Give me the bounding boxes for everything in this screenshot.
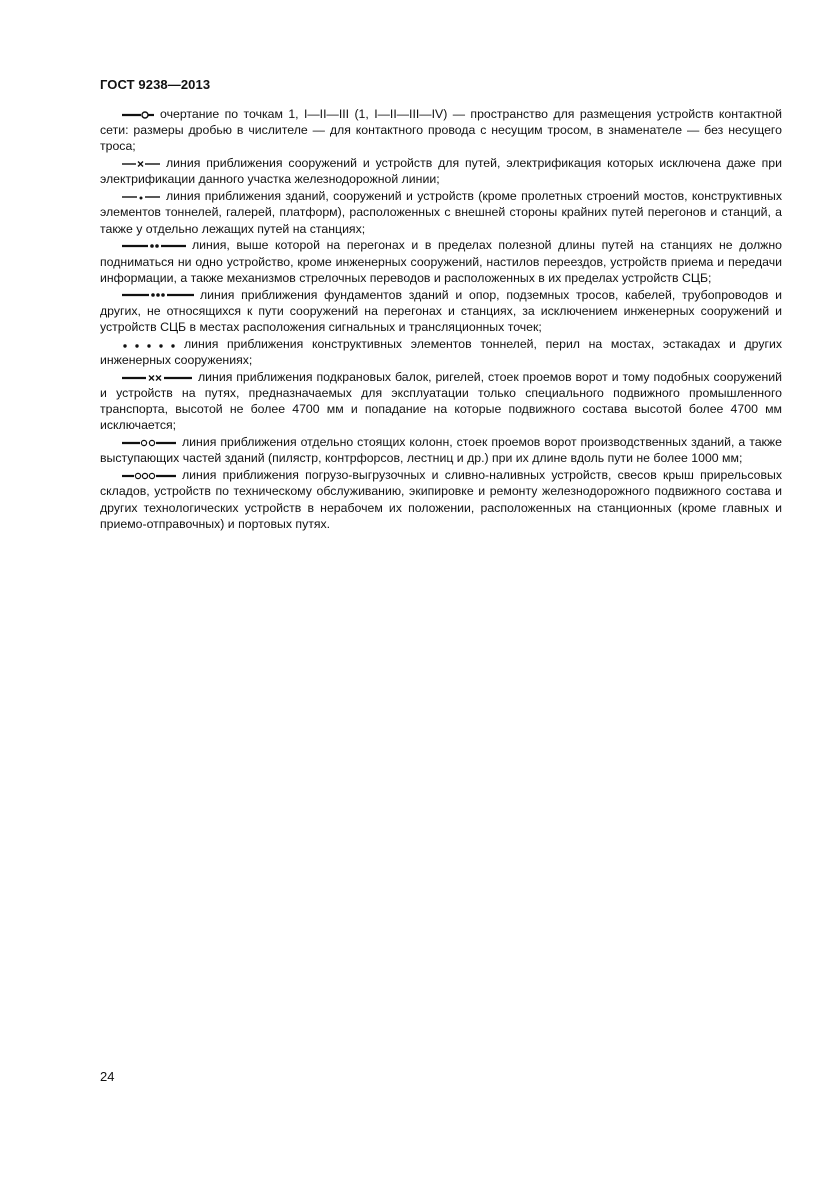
line-three-circles-icon [122, 472, 176, 480]
line-double-cross-icon [122, 374, 192, 382]
page-number: 24 [100, 1069, 115, 1084]
line-two-dots-icon [122, 242, 186, 250]
line-dot-icon [122, 193, 160, 201]
legend-entry [100, 237, 782, 286]
legend-entry [100, 188, 782, 237]
dotted-line-icon [122, 341, 178, 349]
legend-text: линия приближения отдельно стоящих колонн, стоек проемов ворот производственных зданий, а также выступающих частей зданий (пилястр, контрфорсов, лестниц и др.) при их длине вдоль пути не более 1000 мм; [100, 435, 782, 466]
legend-text: очертание по точкам 1, I—II—III (1, I—II—III—IV) — пространство для размещения устройств контактной сети: размеры дробью в числителе — для контактного провода с несущим тросом, в знаменателе — без несущего троса; [100, 107, 782, 154]
legend-entry [100, 369, 782, 434]
legend-text: линия приближения зданий, сооружений и устройств (кроме пролетных строений мостов, конструктивных элементов тоннелей, галерей, платформ), расположенных с внешней стороны крайних путей перегонов и станций, а также у отдельно лежащих путей на станциях; [100, 189, 782, 236]
legend-entry [100, 336, 782, 368]
legend-text: линия приближения фундаментов зданий и опор, подземных тросов, кабелей, трубопроводов и других, не относящихся к пути сооружений на перегонах и станциях, за исключением инженерных сооружений и устройств СЦБ в местах расположения сигнальных и трансляционных точек; [100, 287, 782, 335]
line-cross-icon [122, 160, 160, 168]
legend-text: линия приближения сооружений и устройств для путей, электрификация которых исключена даже при электрификации данного участка железнодорожной линии; [100, 156, 782, 187]
line-circle-icon [122, 111, 154, 119]
legend-entry [100, 155, 782, 187]
legend-entry [100, 467, 782, 532]
document-header: ГОСТ 9238—2013 [100, 77, 211, 92]
legend-text: линия приближения погрузо-выгрузочных и сливно-наливных устройств, свесов крыш прирельсовых складов, устройств по техническому обслуживанию, экипировке и ремонту железнодорожного подвижного состава и других технологических устройств в нерабочем их положении, расположенных на станционных (кроме главных и приемо-отправочных) и портовых путях. [100, 468, 782, 531]
legend-entry [100, 106, 782, 155]
legend-entry [100, 287, 782, 336]
legend-list [100, 106, 782, 533]
legend-text: линия приближения подкрановых балок, ригелей, стоек проемов ворот и тому подобных сооружений и устройств на путях, предназначаемых для эксплуатации только специального подвижного промышленного транспорта, высотой не более 4700 мм и попадание на которые подвижного состава высотой более 4700 мм исключается; [100, 369, 782, 433]
legend-text: линия, выше которой на перегонах и в пределах полезной длины путей на станциях не должно подниматься ни одно устройство, кроме инженерных сооружений, настилов переездов, устройств приема и передачи информации, а также механизмов стрелочных переводов и расположенных в их пределах устройств СЦБ; [100, 238, 782, 285]
legend-entry [100, 434, 782, 466]
legend-text: линия приближения конструктивных элементов тоннелей, перил на мостах, эстакадах и других инженерных сооружениях; [100, 336, 782, 368]
line-two-circles-icon [122, 439, 176, 447]
line-three-dots-icon [122, 291, 194, 299]
